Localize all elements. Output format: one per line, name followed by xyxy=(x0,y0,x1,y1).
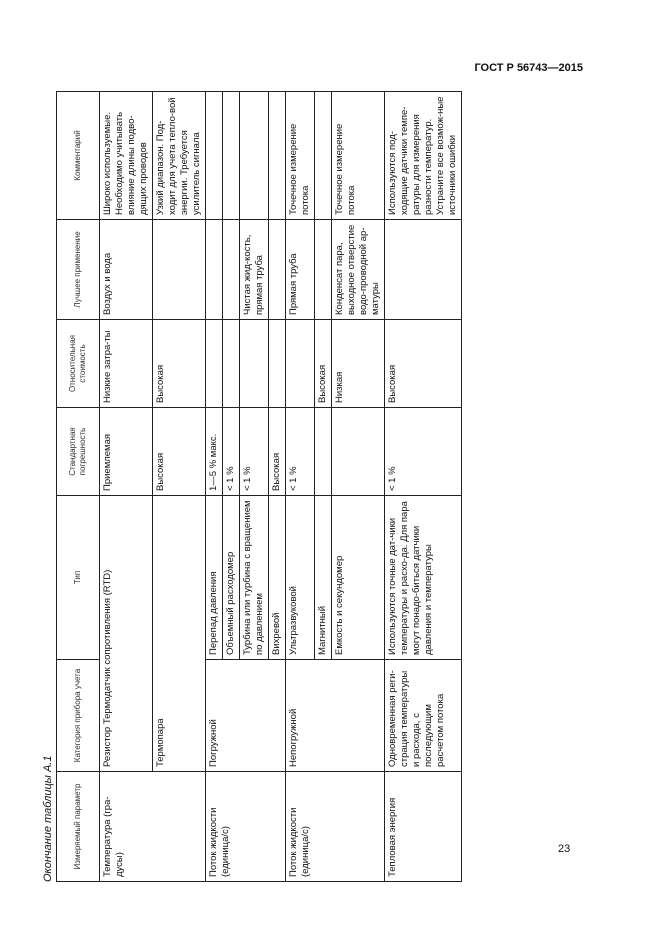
cell-comment xyxy=(315,92,332,220)
cell-cost: Высокая xyxy=(153,320,206,408)
table-row xyxy=(153,92,206,882)
cell-type: Турбина или турбина с вращением по давлением xyxy=(240,496,269,660)
col-header: Стандартная погрешность xyxy=(57,408,100,496)
cell-comment: Узкий диапазон. Под-ходит для учета тепло-вой энергии. Требуется усилитель сигнала xyxy=(153,92,206,220)
table-row xyxy=(385,92,462,882)
cell-cost xyxy=(223,320,240,408)
table-header-row xyxy=(57,92,100,882)
cell-error: < 1 % xyxy=(385,408,462,496)
cell-category: Одновременная реги-страция температуры и расхода, с последующим расчетом потока xyxy=(385,660,462,772)
cell-category: Резистор Термодатчик сопротивления (RTD) xyxy=(100,496,153,772)
standard-code: ГОСТ Р 56743—2015 xyxy=(474,62,583,74)
cell-comment xyxy=(269,92,286,220)
cell-error: < 1 % xyxy=(223,408,240,496)
cell-type: Используются точные дат-чики температуры и расхо-да. Для пара могут понадо-биться датчики давления и температуры xyxy=(385,496,462,660)
cell-best-use: Прямая труба xyxy=(286,220,315,320)
cell-param: Поток жидкости (единица/с) xyxy=(286,772,385,882)
cell-cost: Высокая xyxy=(315,320,332,408)
cell-comment xyxy=(240,92,269,220)
cell-comment xyxy=(206,92,223,220)
cell-error xyxy=(315,408,332,496)
cell-best-use: Воздух и вода xyxy=(100,220,153,320)
rotated-table-area xyxy=(42,92,564,882)
cell-error: < 1 % xyxy=(286,408,315,496)
cell-error: Высокая xyxy=(153,408,206,496)
cell-best-use xyxy=(206,220,223,320)
cell-comment: Широко используемые. Необходимо учитывать влияние длины подво-дящих проводов xyxy=(100,92,153,220)
cell-cost xyxy=(240,320,269,408)
cell-error: Высокая xyxy=(269,408,286,496)
cell-best-use xyxy=(385,220,462,320)
col-header: Комментарий xyxy=(57,92,100,220)
cell-cost xyxy=(269,320,286,408)
col-header: Относительная стоимость xyxy=(57,320,100,408)
cell-type: Ультразвуковой xyxy=(286,496,315,660)
col-header: Измеряемый параметр xyxy=(57,772,100,882)
table-container xyxy=(42,92,564,882)
cell-comment: Точечное измерение потока xyxy=(286,92,315,220)
table-caption: Окончание таблицы А.1 xyxy=(42,755,54,882)
cell-type: Емкость и секундомер xyxy=(332,496,385,660)
cell-type: Вихревой xyxy=(269,496,286,660)
cell-param: Температура (гра-дусы) xyxy=(100,772,206,882)
table-row xyxy=(286,92,315,882)
cell-type: Магнитный xyxy=(315,496,332,660)
cell-cost xyxy=(206,320,223,408)
col-header: Тип xyxy=(57,496,100,660)
cell-comment xyxy=(223,92,240,220)
col-header: Лучшее применение xyxy=(57,220,100,320)
cell-type: Перепад давления xyxy=(206,496,223,660)
cell-best-use: Конденсат пара, выходное отверстие водо-проводной ар-матуры xyxy=(332,220,385,320)
cell-cost: Низкая xyxy=(332,320,385,408)
cell-comment: Точечное измерение потока xyxy=(332,92,385,220)
cell-error xyxy=(332,408,385,496)
cell-type: Объемный расходомер xyxy=(223,496,240,660)
cell-error: Приемлемая xyxy=(100,408,153,496)
cell-error: 1—5 % макс. xyxy=(206,408,223,496)
cell-best-use xyxy=(269,220,286,320)
cell-category: Погружной xyxy=(206,660,286,772)
cell-param: Тепловая энергия xyxy=(385,772,462,882)
cell-best-use xyxy=(315,220,332,320)
cell-best-use: Чистая жид-кость, прямая труба xyxy=(240,220,269,320)
table-row xyxy=(206,92,223,882)
cell-category: Непогружной xyxy=(286,660,385,772)
cell-comment: Используются под-ходящие датчики темпе-ратуры для измерения разности температур. Устраните все возмож-ные источники ошибки xyxy=(385,92,462,220)
cell-cost xyxy=(286,320,315,408)
page-number: 23 xyxy=(558,843,571,855)
cell-best-use xyxy=(223,220,240,320)
cell-cost: Низкие затра-ты xyxy=(100,320,153,408)
cell-best-use xyxy=(153,220,206,320)
cell-error: < 1 % xyxy=(240,408,269,496)
col-header: Категория прибора учета xyxy=(57,660,100,772)
cell-category: Термопара xyxy=(153,496,206,772)
table-row xyxy=(100,92,153,882)
data-table xyxy=(56,91,462,882)
cell-param: Поток жидкости (единица/с) xyxy=(206,772,286,882)
cell-cost: Высокая xyxy=(385,320,462,408)
